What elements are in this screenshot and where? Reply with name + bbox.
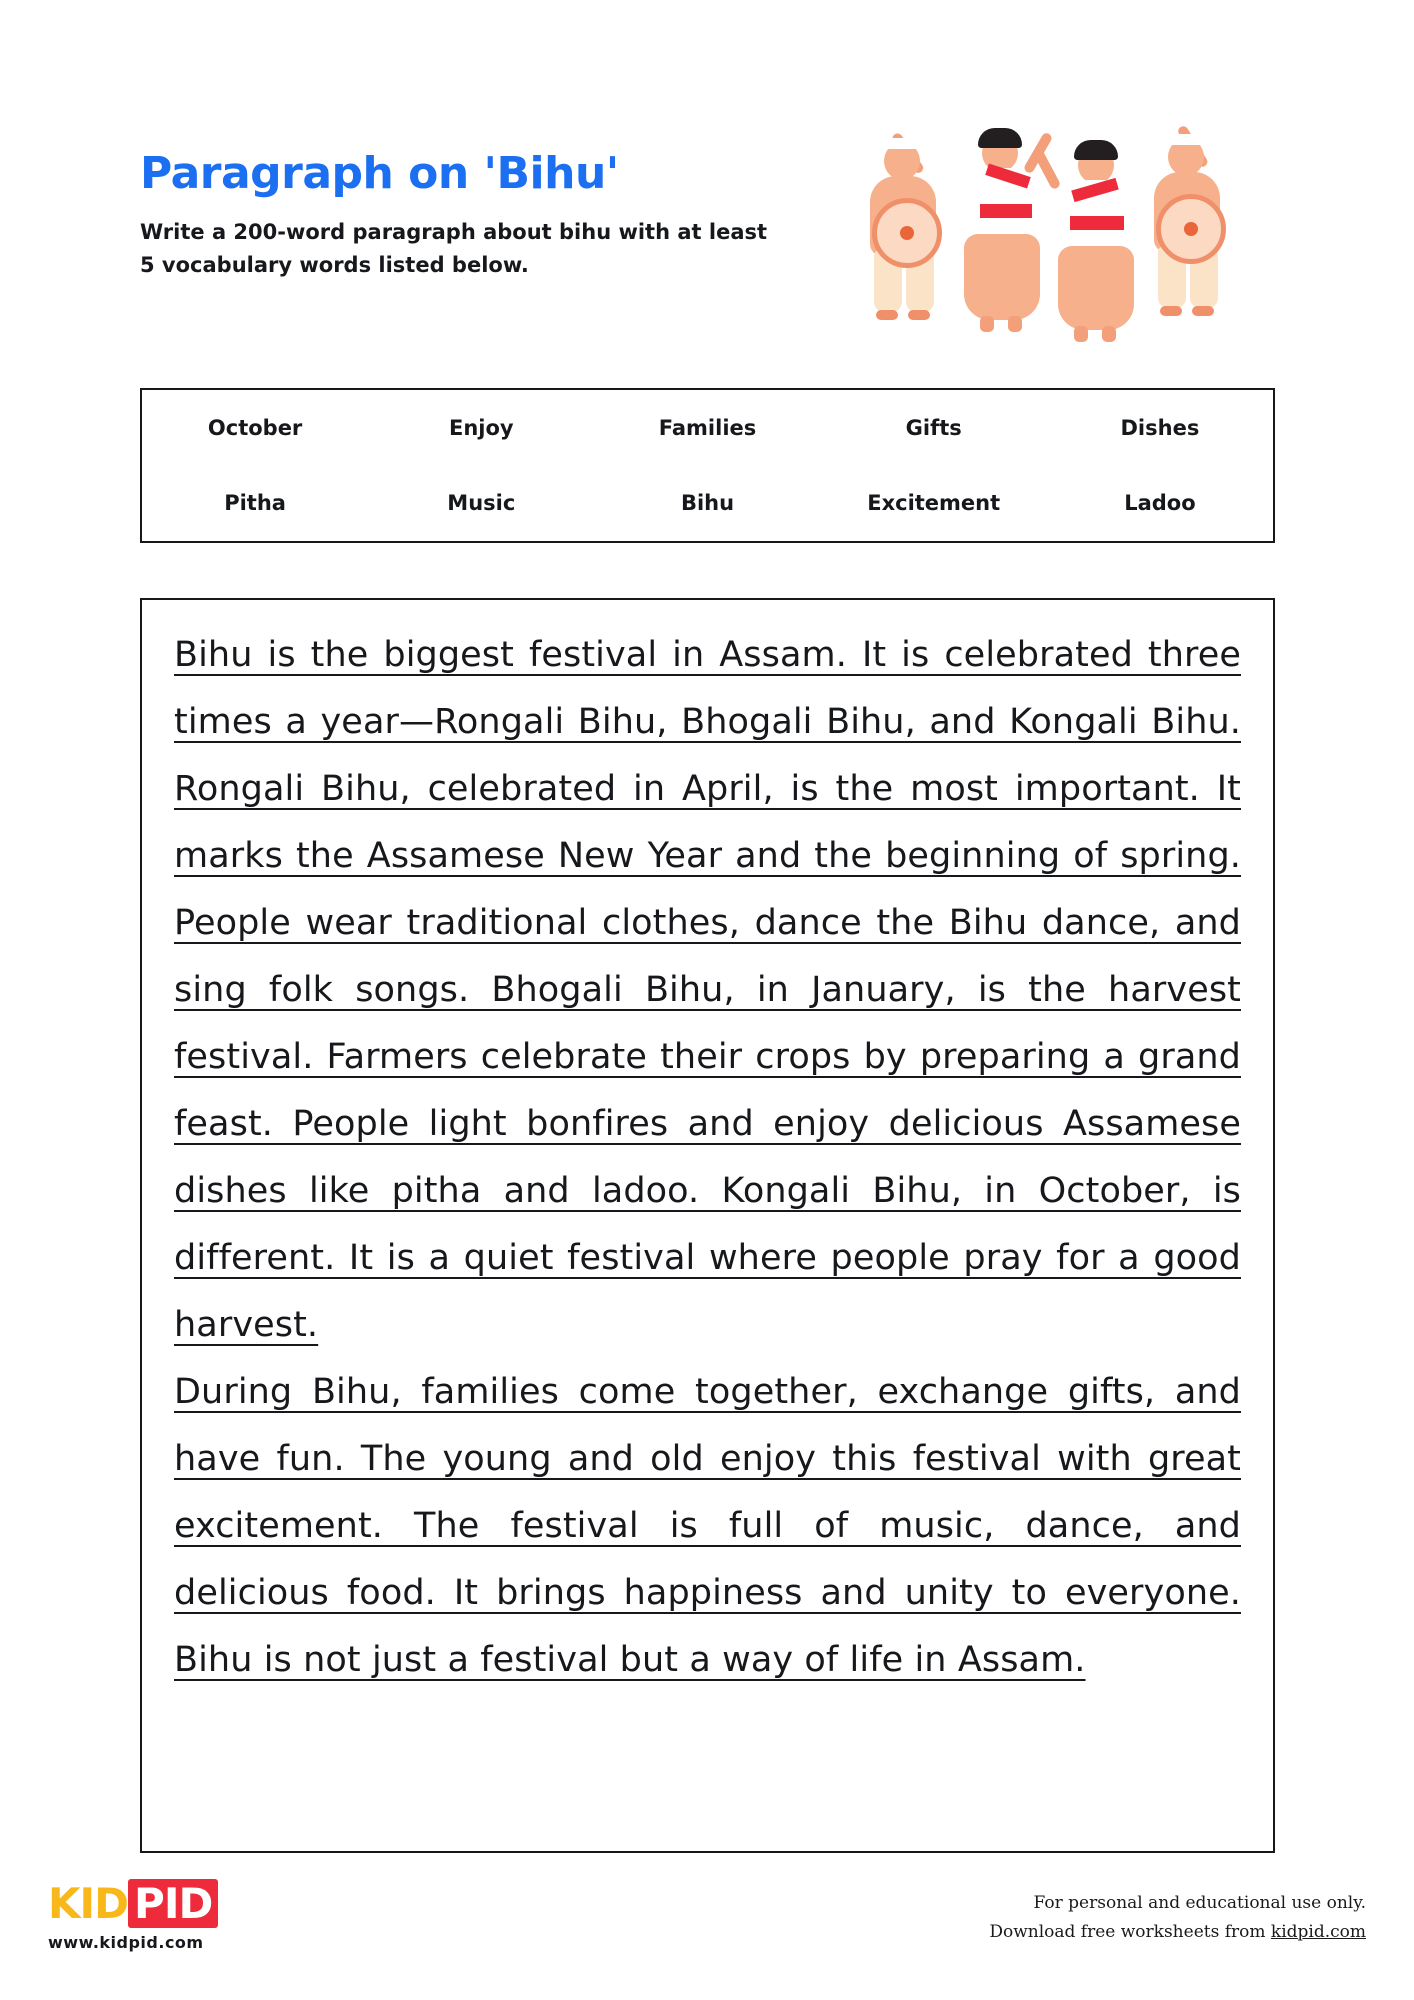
footer-note-line-2 xyxy=(989,1918,1366,1948)
vocabulary-word: Gifts xyxy=(905,415,962,440)
logo-pid-text: PID xyxy=(128,1879,218,1928)
dhol-drum-icon xyxy=(872,198,942,268)
vocabulary-word: Enjoy xyxy=(448,415,514,440)
vocabulary-word: Dishes xyxy=(1120,415,1200,440)
dancer-female-two-icon xyxy=(1046,128,1156,340)
dhol-drum-icon xyxy=(1156,194,1226,264)
kidpid-link[interactable]: kidpid.com xyxy=(1270,1922,1366,1943)
vocabulary-word: Ladoo xyxy=(1124,491,1196,516)
answer-paragraph-2-text: During Bihu, families come together, exchange gifts, and have fun. The young and old enjoy this festival with great excitement. The festival is full of music, dance, and delicious food. It brings happiness and unity to everyone. Bihu is not just a festival but a way of life in Assam. xyxy=(174,1372,1241,1680)
vocabulary-word: Excitement xyxy=(867,491,1001,516)
vocabulary-word: October xyxy=(207,415,303,440)
vocabulary-word: Pitha xyxy=(224,491,286,516)
footer-note xyxy=(989,1889,1366,1949)
answer-box[interactable] xyxy=(140,598,1275,1853)
logo-wordmark xyxy=(48,1879,278,1928)
answer-paragraphs xyxy=(174,622,1241,1694)
logo-kid-text: KID xyxy=(48,1879,129,1928)
kidpid-logo xyxy=(48,1879,278,1952)
vocabulary-row xyxy=(142,466,1273,542)
answer-paragraph-1-text: Bihu is the biggest festival in Assam. It is celebrated three times a year—Rongali Bihu, Bhogali Bihu, and Kongali Bihu. Rongali Bihu, celebrated in April, is the most important. It marks the Assamese New Year and the beginning of spring. People wear traditional clothes, dance the Bihu dance, and sing folk songs. Bhogali Bihu, in January, is the harvest festival. Farmers celebrate their crops by preparing a grand feast. People light bonfires and enjoy delicious Assamese dishes like pitha and ladoo. Kongali Bihu, in October, is different. It is a quiet festival where people pray for a good harvest. xyxy=(174,635,1241,1345)
vocabulary-box xyxy=(140,388,1275,543)
page-title: Paragraph on 'Bihu' xyxy=(140,148,619,199)
dancer-male-right-icon xyxy=(1142,120,1252,328)
dancer-male-left-icon xyxy=(860,124,970,329)
vocabulary-word: Bihu xyxy=(680,491,735,516)
bihu-dancers-illustration xyxy=(860,110,1260,340)
footer-note-line-1: For personal and educational use only. xyxy=(1033,1892,1366,1913)
vocabulary-row xyxy=(142,390,1273,466)
header xyxy=(140,150,840,281)
logo-website-url: www.kidpid.com xyxy=(48,1933,204,1952)
vocabulary-word: Music xyxy=(447,491,516,516)
instructions-text: Write a 200-word paragraph about bihu with at least 5 vocabulary words listed below. xyxy=(140,220,768,277)
vocabulary-word: Families xyxy=(658,415,757,440)
answer-paragraph-2 xyxy=(174,1359,1241,1694)
answer-paragraph-1 xyxy=(174,622,1241,1359)
footer-note-prefix: Download free worksheets from xyxy=(989,1922,1271,1943)
